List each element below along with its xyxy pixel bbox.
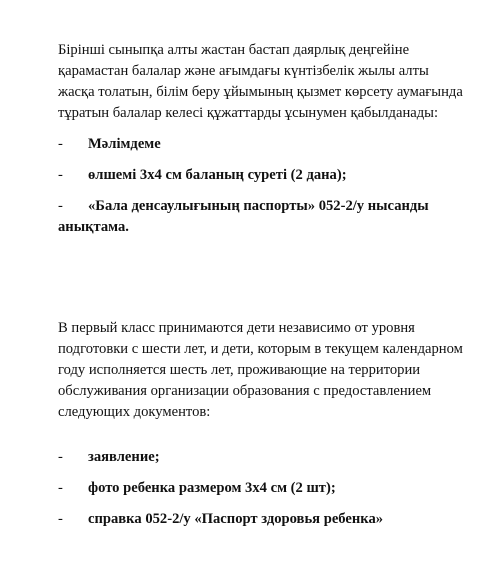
bullet-dash: -: [58, 511, 63, 527]
russian-document-list: [58, 447, 463, 530]
list-item: [58, 509, 463, 530]
kazakh-document-list: [58, 134, 463, 238]
list-item-text: фото ребенка размером 3х4 см (2 шт);: [88, 480, 336, 496]
list-item: [58, 478, 463, 499]
list-item: [58, 447, 463, 468]
document-page: [58, 40, 463, 540]
bullet-dash: -: [58, 449, 63, 465]
list-item: [58, 165, 463, 186]
list-item-text: заявление;: [88, 449, 160, 465]
list-item-text: Мәлімдеме: [88, 136, 161, 152]
bullet-dash: -: [58, 198, 63, 214]
list-item-text: өлшемі 3х4 см баланың суреті (2 дана);: [88, 167, 347, 183]
list-item-text: справка 052-2/у «Паспорт здоровья ребенка»: [88, 511, 384, 527]
kazakh-paragraph: Бірінші сыныпқа алты жастан бастап даярлық деңгейіне қарамастан балалар және ағымдағы күнтізбелік жылы алты жасқа толатын, білім беру ұйымының қызмет көрсету аумағында тұратын балалар келесі құжаттарды ұсынумен қабылданады:: [58, 42, 463, 121]
list-item: [58, 196, 463, 238]
list-item: [58, 134, 463, 155]
bullet-dash: -: [58, 136, 63, 152]
bullet-dash: -: [58, 480, 63, 496]
list-item-text: «Бала денсаулығының паспорты» 052-2/у нысанды анықтама.: [58, 198, 429, 235]
bullet-dash: -: [58, 167, 63, 183]
russian-paragraph: В первый класс принимаются дети независимо от уровня подготовки с шести лет, и дети, которым в текущем календарном году исполняется шесть лет, проживающие на территории обслуживания организации образования с предоставлением следующих документов:: [58, 320, 463, 420]
